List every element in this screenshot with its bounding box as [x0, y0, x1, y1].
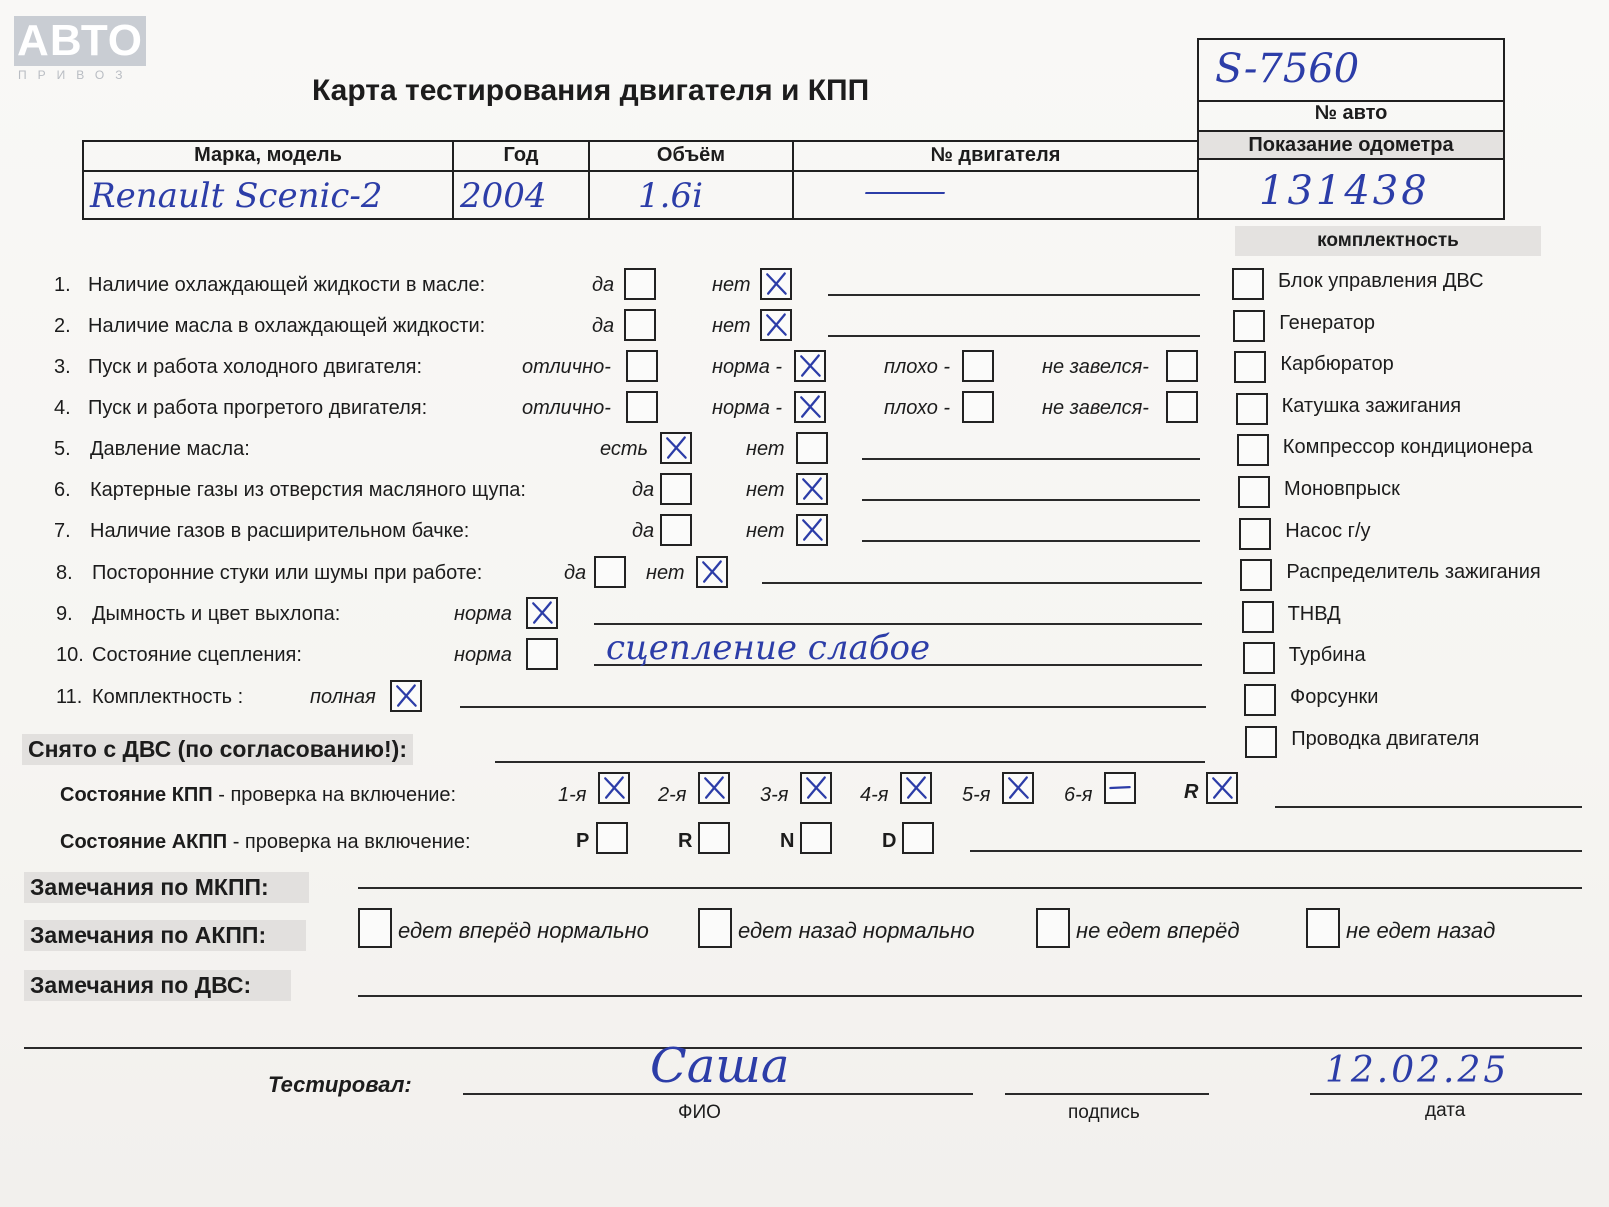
- question-text: Картерные газы из отверстия масляного щупа:: [90, 479, 526, 501]
- volume-field[interactable]: [588, 170, 794, 220]
- option-label: да: [592, 315, 615, 337]
- option-label: нет: [746, 520, 785, 542]
- option-checkbox[interactable]: [962, 391, 994, 423]
- kit-item-label: Генератор: [1279, 311, 1375, 334]
- col-engine-no: № двигателя: [792, 140, 1199, 172]
- tester-name-value: Саша: [650, 1038, 790, 1094]
- gear-label: 6-я: [1064, 784, 1093, 806]
- gear-checkbox[interactable]: [598, 772, 630, 804]
- check-mark-icon: [798, 516, 826, 544]
- option-checkbox[interactable]: [390, 680, 422, 712]
- check-mark-icon: [802, 774, 830, 802]
- date-caption: дата: [1425, 1100, 1466, 1121]
- akpp-mode-label: D: [882, 830, 897, 852]
- check-mark-icon: [798, 475, 826, 503]
- gear-checkbox[interactable]: [1104, 772, 1136, 804]
- gear-checkbox[interactable]: [698, 772, 730, 804]
- check-mark-icon: [762, 311, 790, 339]
- make-field[interactable]: [82, 170, 454, 220]
- kit-item-label: ТНВД: [1287, 602, 1341, 625]
- check-mark-icon: [796, 352, 824, 380]
- akpp-mode-checkbox[interactable]: [596, 822, 628, 854]
- option-label: не завелся-: [1042, 356, 1149, 378]
- gear-checkbox[interactable]: [800, 772, 832, 804]
- question-text: Пуск и работа холодного двигателя:: [88, 356, 423, 378]
- year-field[interactable]: [452, 170, 590, 220]
- odometer-value: 131438: [1259, 168, 1430, 214]
- option-checkbox[interactable]: [796, 473, 828, 505]
- check-mark-icon: [700, 774, 728, 802]
- question-text: Давление масла:: [90, 438, 250, 460]
- kit-item-label: Форсунки: [1290, 686, 1379, 708]
- kit-checkbox[interactable]: [1237, 434, 1269, 466]
- year-value: 2004: [460, 176, 547, 216]
- odometer-label: Показание одометра: [1197, 130, 1505, 160]
- option-label: да: [632, 479, 655, 501]
- kit-checkbox[interactable]: [1233, 310, 1265, 342]
- check-mark-icon: [698, 558, 726, 586]
- kit-checkbox[interactable]: [1244, 684, 1276, 716]
- option-label: да: [632, 520, 655, 542]
- check-mark-icon: [762, 270, 790, 298]
- check-mark-icon: [392, 682, 420, 710]
- question-number: 11.: [56, 686, 83, 708]
- clutch-note-value: сцепление слабое: [606, 628, 931, 668]
- remarks-mkpp-line[interactable]: [358, 887, 1582, 889]
- question-text: Состояние сцепления:: [92, 644, 302, 666]
- vehicle-number-value: S-7560: [1215, 46, 1360, 92]
- volume-value: 1.6i: [638, 176, 703, 216]
- kit-item-label: Компрессор кондиционера: [1282, 436, 1533, 459]
- kpp-line[interactable]: [1275, 806, 1582, 808]
- col-volume: Объём: [588, 140, 794, 172]
- option-label: полная: [310, 686, 376, 708]
- akpp-remark-label: едет вперёд нормально: [398, 918, 649, 943]
- engine-no-field[interactable]: [792, 170, 1199, 220]
- kpp-label-rest: - проверка на включение:: [212, 784, 457, 806]
- check-mark-icon: [662, 434, 690, 462]
- kit-item-label: Распределитель зажигания: [1286, 561, 1541, 584]
- option-label: норма: [454, 644, 512, 666]
- option-checkbox[interactable]: [660, 514, 692, 546]
- make-value: Renault Scenic-2: [90, 176, 383, 216]
- gear-label: R: [1184, 781, 1199, 803]
- option-checkbox[interactable]: [796, 514, 828, 546]
- gear-label: 2-я: [658, 784, 687, 806]
- akpp-label: [60, 831, 471, 854]
- option-label: нет: [712, 315, 751, 337]
- option-label: плохо -: [884, 397, 951, 419]
- question-number: 1.: [54, 274, 71, 296]
- vehicle-number-label: № авто: [1197, 100, 1505, 132]
- check-mark-icon: [902, 774, 930, 802]
- akpp-mode-label: N: [780, 830, 795, 852]
- kit-checkbox[interactable]: [1240, 559, 1272, 591]
- removed-line[interactable]: [495, 761, 1205, 763]
- col-year: Год: [452, 140, 590, 172]
- kit-checkbox[interactable]: [1242, 601, 1274, 633]
- question-text: Дымность и цвет выхлопа:: [92, 603, 341, 625]
- logo-subtitle: ПРИВОЗ: [18, 68, 134, 82]
- akpp-remark-checkbox[interactable]: [1036, 908, 1070, 948]
- question-text: Комплектность :: [92, 686, 244, 708]
- remarks-dvs-line[interactable]: [358, 995, 1582, 997]
- akpp-remark-label: едет назад нормально: [738, 918, 975, 943]
- kit-item-label: Проводка двигателя: [1291, 727, 1480, 750]
- kit-item-label: Карбюратор: [1280, 353, 1394, 376]
- kit-checkbox[interactable]: [1243, 642, 1275, 674]
- answer-line[interactable]: [828, 294, 1200, 296]
- option-checkbox[interactable]: [660, 432, 692, 464]
- option-checkbox[interactable]: [624, 268, 656, 300]
- option-checkbox[interactable]: [962, 350, 994, 382]
- removed-from-engine-label: Снято с ДВС (по согласованию!):: [22, 734, 413, 765]
- question-number: 9.: [56, 603, 73, 625]
- gear-label: 5-я: [962, 784, 991, 806]
- option-checkbox[interactable]: [794, 350, 826, 382]
- akpp-remark-checkbox[interactable]: [698, 908, 732, 948]
- kit-item-label: Турбина: [1288, 644, 1366, 667]
- option-label: нет: [746, 479, 785, 501]
- option-checkbox[interactable]: [526, 638, 558, 670]
- akpp-line[interactable]: [970, 850, 1582, 852]
- col-make: Марка, модель: [82, 140, 454, 172]
- kit-item-label: Насос г/у: [1285, 519, 1371, 542]
- option-checkbox[interactable]: [696, 556, 728, 588]
- kit-checkbox[interactable]: [1239, 518, 1271, 550]
- gear-checkbox[interactable]: [1002, 772, 1034, 804]
- question-text: Пуск и работа прогретого двигателя:: [88, 397, 428, 419]
- option-label: отлично-: [522, 397, 611, 419]
- option-checkbox[interactable]: [1166, 391, 1198, 423]
- akpp-mode-checkbox[interactable]: [902, 822, 934, 854]
- kit-checkbox[interactable]: [1238, 476, 1270, 508]
- option-checkbox[interactable]: [626, 350, 658, 382]
- option-label: норма: [454, 603, 512, 625]
- gear-checkbox[interactable]: [1206, 772, 1238, 804]
- gear-label: 1-я: [558, 784, 587, 806]
- separator-line: [24, 1047, 1582, 1049]
- answer-line[interactable]: [862, 458, 1200, 460]
- option-checkbox[interactable]: [624, 309, 656, 341]
- check-mark-icon: [528, 599, 556, 627]
- answer-line[interactable]: [828, 335, 1200, 337]
- option-checkbox[interactable]: [760, 268, 792, 300]
- date-value: 12.02.25: [1325, 1050, 1510, 1091]
- question-text: Наличие охлаждающей жидкости в масле:: [88, 274, 486, 296]
- option-checkbox[interactable]: [794, 391, 826, 423]
- answer-line[interactable]: [862, 499, 1200, 501]
- akpp-mode-label: R: [678, 830, 693, 852]
- option-label: норма -: [712, 356, 783, 378]
- tested-by-label: Тестировал:: [268, 1072, 412, 1097]
- option-label: нет: [712, 274, 751, 296]
- kit-header: комплектность: [1235, 226, 1541, 256]
- kit-item-label: Моновпрыск: [1284, 478, 1400, 500]
- question-number: 2.: [54, 315, 71, 337]
- option-label: да: [592, 274, 615, 296]
- odometer-field[interactable]: [1197, 158, 1505, 220]
- akpp-label-bold: Состояние АКПП: [60, 831, 228, 853]
- kit-checkbox[interactable]: [1234, 351, 1266, 383]
- question-number: 6.: [54, 479, 71, 501]
- check-mark-icon: [1004, 774, 1032, 802]
- gear-label: 4-я: [860, 784, 889, 806]
- option-label: норма -: [712, 397, 783, 419]
- akpp-remark-checkbox[interactable]: [358, 908, 392, 948]
- option-checkbox[interactable]: [760, 309, 792, 341]
- page-title: Карта тестирования двигателя и КПП: [312, 74, 870, 107]
- remarks-dvs-label: Замечания по ДВС:: [24, 970, 291, 1001]
- check-mark-icon: [600, 774, 628, 802]
- option-label: нет: [646, 562, 685, 584]
- question-number: 8.: [56, 562, 73, 584]
- kit-checkbox[interactable]: [1236, 393, 1268, 425]
- answer-line[interactable]: [862, 540, 1200, 542]
- option-label: да: [564, 562, 587, 584]
- option-label: есть: [600, 438, 649, 460]
- akpp-remark-label: не едет вперёд: [1076, 918, 1240, 943]
- option-checkbox[interactable]: [594, 556, 626, 588]
- question-text: Наличие газов в расширительном бачке:: [90, 520, 470, 542]
- answer-line[interactable]: [460, 706, 1206, 708]
- answer-line[interactable]: [594, 623, 1202, 625]
- question-number: 5.: [54, 438, 71, 460]
- option-checkbox[interactable]: [796, 432, 828, 464]
- answer-line[interactable]: [762, 582, 1202, 584]
- question-number: 10.: [56, 644, 84, 666]
- gear-checkbox[interactable]: [900, 772, 932, 804]
- option-label: плохо -: [884, 356, 951, 378]
- check-mark-icon: [1208, 774, 1236, 802]
- check-mark-icon: [796, 393, 824, 421]
- akpp-mode-checkbox[interactable]: [698, 822, 730, 854]
- remarks-akpp-label: Замечания по АКПП:: [24, 920, 306, 951]
- akpp-label-rest: - проверка на включение:: [227, 831, 471, 853]
- akpp-remark-checkbox[interactable]: [1306, 908, 1340, 948]
- kpp-label-bold: Состояние КПП: [60, 784, 213, 806]
- option-checkbox[interactable]: [626, 391, 658, 423]
- question-text: Посторонние стуки или шумы при работе:: [92, 562, 483, 584]
- question-text: Наличие масла в охлаждающей жидкости:: [88, 315, 486, 337]
- kit-item-label: Катушка зажигания: [1281, 394, 1462, 417]
- question-number: 4.: [54, 397, 71, 419]
- akpp-mode-checkbox[interactable]: [800, 822, 832, 854]
- option-checkbox[interactable]: [526, 597, 558, 629]
- signature-line[interactable]: [1005, 1093, 1209, 1095]
- option-checkbox[interactable]: [660, 473, 692, 505]
- dash-mark-icon: [1106, 774, 1134, 802]
- question-number: 3.: [54, 356, 71, 378]
- remarks-mkpp-label: Замечания по МКПП:: [24, 872, 309, 903]
- fio-caption: ФИО: [678, 1102, 721, 1123]
- question-number: 7.: [54, 520, 71, 542]
- akpp-mode-label: P: [576, 830, 590, 852]
- option-label: отлично-: [522, 356, 611, 378]
- vehicle-number-cell[interactable]: [1197, 38, 1505, 102]
- engine-no-value: ———: [864, 174, 942, 209]
- gear-label: 3-я: [760, 784, 789, 806]
- kpp-label: [60, 784, 456, 807]
- kit-checkbox[interactable]: [1245, 726, 1277, 758]
- signature-caption: подпись: [1068, 1102, 1140, 1123]
- date-line[interactable]: [1310, 1093, 1582, 1095]
- option-label: не завелся-: [1042, 397, 1149, 419]
- option-label: нет: [746, 438, 785, 460]
- kit-item-label: Блок управления ДВС: [1278, 270, 1484, 292]
- akpp-remark-label: не едет назад: [1346, 918, 1496, 943]
- kit-checkbox[interactable]: [1232, 268, 1264, 300]
- option-checkbox[interactable]: [1166, 350, 1198, 382]
- avtoprivoz-logo: АВТО: [14, 16, 146, 66]
